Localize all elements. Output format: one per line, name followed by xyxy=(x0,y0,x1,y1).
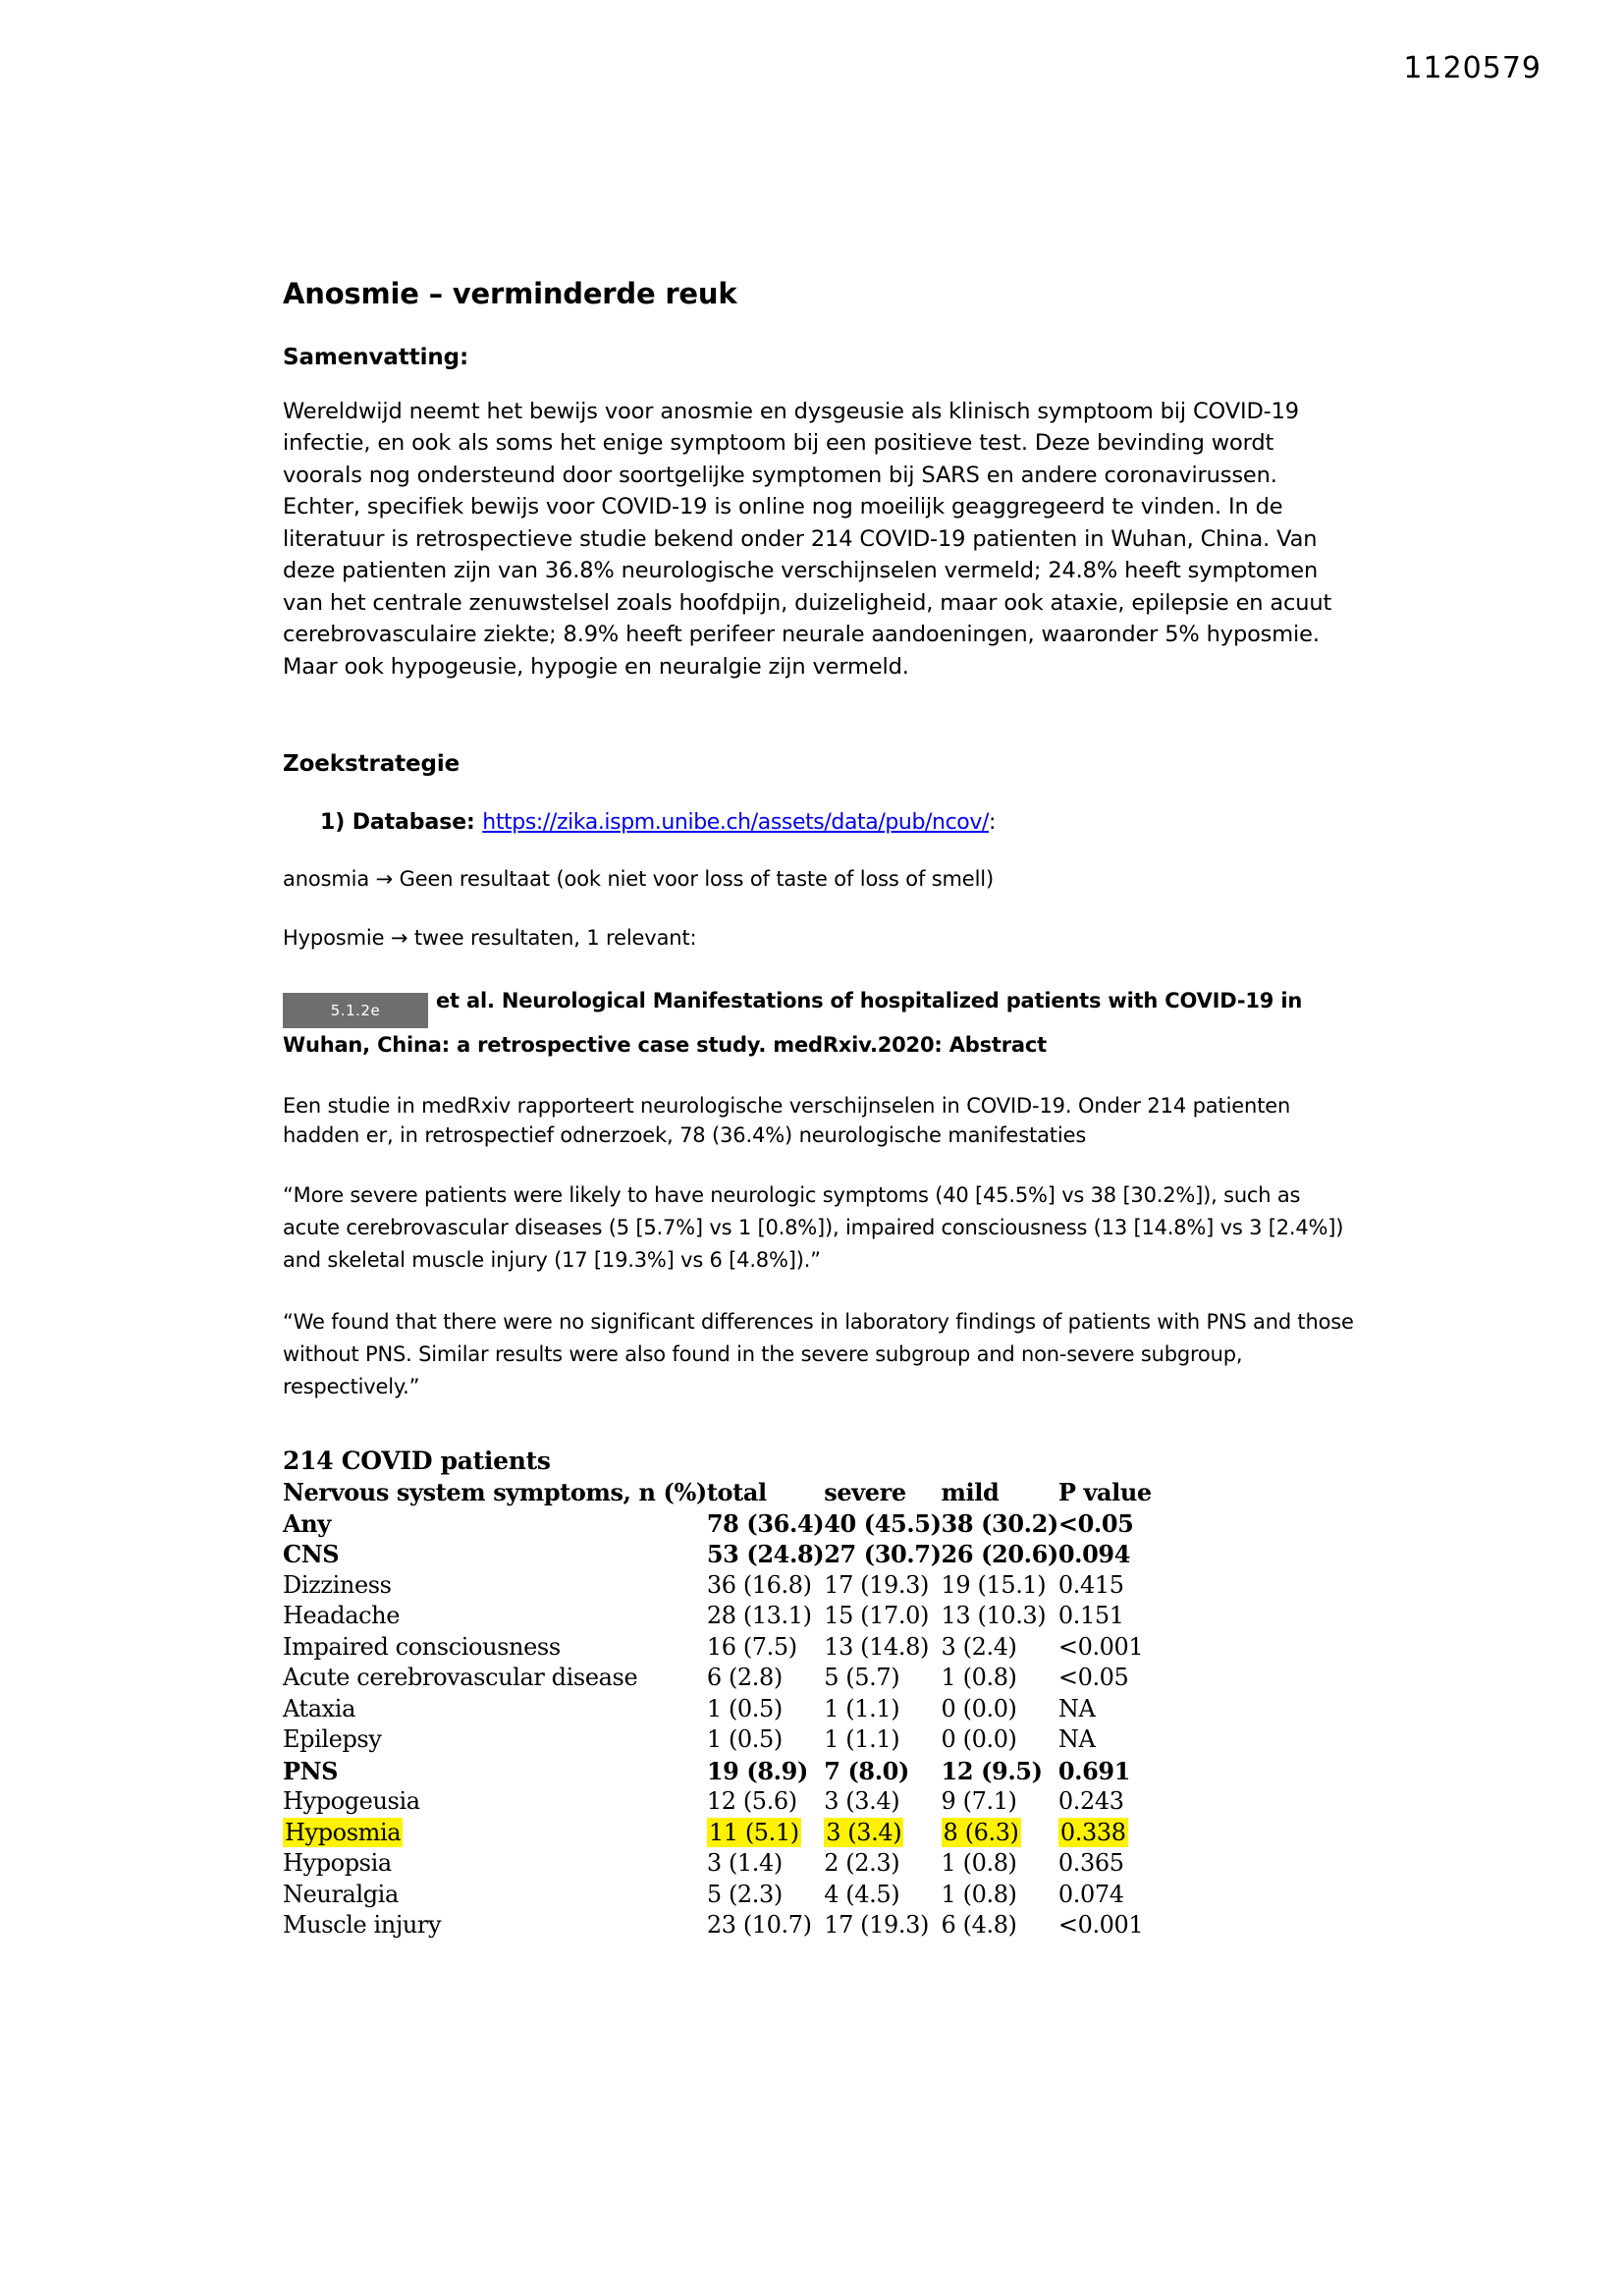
database-url-link[interactable]: https://zika.ispm.unibe.ch/assets/data/pub/ncov/ xyxy=(482,810,989,836)
citation-text: et al. Neurological Manifestations of hospitalized patients with COVID-19 in Wuhan, China: a retrospective case study. medRxiv.2020: Abstract xyxy=(283,989,1303,1058)
row-mild: 1 (0.8) xyxy=(941,1880,1017,1908)
table-row xyxy=(283,1539,1152,1570)
row-pvalue: 0.074 xyxy=(1057,1880,1124,1908)
row-pvalue xyxy=(1058,1818,1152,1849)
row-severe: 5 (5.7) xyxy=(824,1664,900,1692)
row-severe: 4 (4.5) xyxy=(824,1880,900,1908)
row-label: CNS xyxy=(283,1540,340,1569)
database-label: Database: xyxy=(352,810,475,836)
row-total: 1 (0.5) xyxy=(706,1725,783,1754)
row-pvalue: 0.094 xyxy=(1057,1540,1131,1569)
row-severe: 1 (1.1) xyxy=(824,1725,900,1754)
table-row xyxy=(283,1880,1152,1911)
row-mild xyxy=(942,1818,1058,1849)
row-mild: 1 (0.8) xyxy=(941,1664,1017,1692)
row-total: 5 (2.3) xyxy=(706,1880,783,1908)
highlight-span: 8 (6.3) xyxy=(943,1818,1019,1846)
row-total: 28 (13.1) xyxy=(706,1602,812,1630)
database-trailing-colon: : xyxy=(988,810,997,836)
row-severe: 17 (19.3) xyxy=(824,1911,929,1940)
table-row xyxy=(283,1848,1152,1880)
row-total: 12 (5.6) xyxy=(706,1787,797,1816)
quote-two: “We found that there were no significant differences in laboratory findings of patients with PNS and those without PNS. Similar results were also found in the severe subgroup and non-severe subgroup, respectively.” xyxy=(283,1310,1354,1399)
row-severe: 40 (45.5) xyxy=(824,1508,942,1538)
table-header-row xyxy=(283,1477,1152,1508)
study-summary-paragraph: Een studie in medRxiv rapporteert neurologische verschijnselen in COVID-19. Onder 214 patienten hadden er, in retrospectief odnerzoek, 78 (36.4%) neurologische manifestaties xyxy=(283,1094,1291,1148)
row-total: 36 (16.8) xyxy=(706,1570,812,1599)
row-severe xyxy=(824,1818,941,1849)
row-pvalue: <0.001 xyxy=(1057,1911,1144,1940)
row-mild: 9 (7.1) xyxy=(941,1787,1017,1816)
table-row xyxy=(283,1601,1152,1632)
column-header-symptoms: Nervous system symptoms, n (%) xyxy=(283,1478,707,1507)
page-number: 1120579 xyxy=(1403,51,1542,85)
row-severe: 27 (30.7) xyxy=(824,1540,942,1569)
row-severe: 15 (17.0) xyxy=(824,1602,929,1630)
row-label: Ataxia xyxy=(283,1694,355,1722)
row-total: 19 (8.9) xyxy=(706,1756,808,1785)
row-severe: 2 (2.3) xyxy=(824,1849,900,1878)
stats-table-wrapper xyxy=(283,1447,1359,1941)
column-header-mild: mild xyxy=(941,1478,1000,1507)
row-total: 16 (7.5) xyxy=(706,1632,797,1661)
highlight-span: 3 (3.4) xyxy=(826,1818,902,1846)
row-mild: 6 (4.8) xyxy=(941,1911,1017,1940)
row-label: Dizziness xyxy=(283,1570,392,1599)
row-severe: 7 (8.0) xyxy=(824,1756,909,1785)
highlight-span: Hyposmia xyxy=(285,1818,402,1846)
row-pvalue: <0.05 xyxy=(1057,1508,1134,1538)
row-severe: 1 (1.1) xyxy=(824,1694,900,1722)
row-total: 78 (36.4) xyxy=(706,1508,825,1538)
row-severe: 3 (3.4) xyxy=(824,1787,900,1816)
database-item-number: 1) xyxy=(320,810,346,836)
citation-block xyxy=(283,984,1359,1062)
row-pvalue: <0.001 xyxy=(1057,1632,1144,1661)
highlight-span: 11 (5.1) xyxy=(708,1818,799,1846)
row-pvalue: 0.151 xyxy=(1057,1602,1124,1630)
row-label: Neuralgia xyxy=(283,1880,399,1908)
row-pvalue: 0.243 xyxy=(1057,1787,1124,1816)
summary-paragraph: Wereldwijd neemt het bewijs voor anosmie en dysgeusie als klinisch symptoom bij COVID-19 infectie, en ook als soms het enige symptoom bij een positieve test. Deze bevinding wordt voorals nog ondersteund door soortgelijke symptomen bij SARS en andere coronavirussen. Echter, specifiek bewijs voor COVID-19 is online nog moeilijk geaggregeerd te vinden. In de literatuur is retrospectieve studie bekend onder 214 COVID-19 patienten in Wuhan, China. Van deze patienten zijn van 36.8% neurologische verschijnselen vermeld; 24.8% heeft symptomen van het centrale zenuwstelsel zoals hoofdpijn, duizeligheid, maar ook ataxie, epilepsie en acuut cerebrovasculaire ziekte; 8.9% heeft perifeer neurale aandoeningen, waaronder 5% hyposmie. Maar ook hypogeusie, hypogie en neuralgie zijn vermeld. xyxy=(283,398,1332,680)
table-row xyxy=(283,1663,1152,1694)
row-label: Muscle injury xyxy=(283,1911,442,1940)
row-mild: 0 (0.0) xyxy=(941,1694,1017,1722)
table-row xyxy=(283,1910,1152,1941)
database-line xyxy=(320,810,1359,835)
row-label: Impaired consciousness xyxy=(283,1632,561,1661)
row-mild: 1 (0.8) xyxy=(941,1849,1017,1878)
row-mild: 3 (2.4) xyxy=(941,1632,1017,1661)
row-severe: 17 (19.3) xyxy=(824,1570,929,1599)
row-label: Headache xyxy=(283,1602,401,1630)
table-row xyxy=(283,1508,1152,1540)
row-mild: 13 (10.3) xyxy=(941,1602,1047,1630)
page-title: Anosmie – verminderde reuk xyxy=(283,277,737,310)
row-total: 23 (10.7) xyxy=(706,1911,812,1940)
column-header-pvalue: P value xyxy=(1057,1478,1152,1507)
query-result-anosmia: anosmia → Geen resultaat (ook niet voor loss of taste of loss of smell) xyxy=(283,867,994,892)
row-total: 6 (2.8) xyxy=(706,1664,783,1692)
row-pvalue: 0.691 xyxy=(1057,1756,1131,1785)
query-result-hyposmie: Hyposmie → twee resultaten, 1 relevant: xyxy=(283,926,697,951)
row-pvalue: <0.05 xyxy=(1057,1664,1129,1692)
document-content xyxy=(283,277,1359,1941)
table-row xyxy=(283,1724,1152,1756)
summary-heading: Samenvatting: xyxy=(283,344,469,370)
row-mild: 19 (15.1) xyxy=(941,1570,1047,1599)
quote-one: “More severe patients were likely to have neurologic symptoms (40 [45.5%] vs 38 [30.2%]), such as acute cerebrovascular diseases (5 [5.7%] vs 1 [0.8%]), impaired consciousness (13 [14.8%] vs 3 [2.4%]) and skeletal muscle injury (17 [19.3%] vs 6 [4.8%]).” xyxy=(283,1183,1344,1273)
highlight-span: 0.338 xyxy=(1059,1818,1126,1846)
row-label: Acute cerebrovascular disease xyxy=(283,1664,638,1692)
search-strategy-heading: Zoekstrategie xyxy=(283,751,460,778)
row-mild: 12 (9.5) xyxy=(941,1756,1043,1785)
row-mild: 0 (0.0) xyxy=(941,1725,1017,1754)
table-row xyxy=(283,1632,1152,1664)
column-header-total: total xyxy=(706,1478,767,1507)
row-label xyxy=(283,1818,707,1849)
column-header-severe: severe xyxy=(824,1478,906,1507)
nervous-system-symptoms-table xyxy=(283,1477,1152,1941)
row-total: 1 (0.5) xyxy=(706,1694,783,1722)
row-label: Epilepsy xyxy=(283,1725,382,1754)
row-label: PNS xyxy=(283,1756,339,1785)
row-label: Any xyxy=(283,1508,331,1538)
table-row xyxy=(283,1756,1152,1787)
redaction-box: 5.1.2e xyxy=(283,993,428,1028)
row-label: Hypogeusia xyxy=(283,1787,420,1816)
row-pvalue: NA xyxy=(1057,1694,1096,1722)
row-total: 53 (24.8) xyxy=(706,1540,825,1569)
row-pvalue: 0.365 xyxy=(1057,1849,1124,1878)
row-severe: 13 (14.8) xyxy=(824,1632,929,1661)
row-pvalue: NA xyxy=(1057,1725,1096,1754)
table-row xyxy=(283,1694,1152,1725)
row-mild: 26 (20.6) xyxy=(941,1540,1058,1569)
table-row xyxy=(283,1786,1152,1818)
table-row xyxy=(283,1818,1152,1849)
row-label: Hypopsia xyxy=(283,1849,392,1878)
table-row xyxy=(283,1570,1152,1602)
row-total: 3 (1.4) xyxy=(706,1849,783,1878)
table-title: 214 COVID patients xyxy=(283,1447,551,1476)
row-mild: 38 (30.2) xyxy=(941,1508,1058,1538)
row-total xyxy=(707,1818,824,1849)
row-pvalue: 0.415 xyxy=(1057,1570,1124,1599)
